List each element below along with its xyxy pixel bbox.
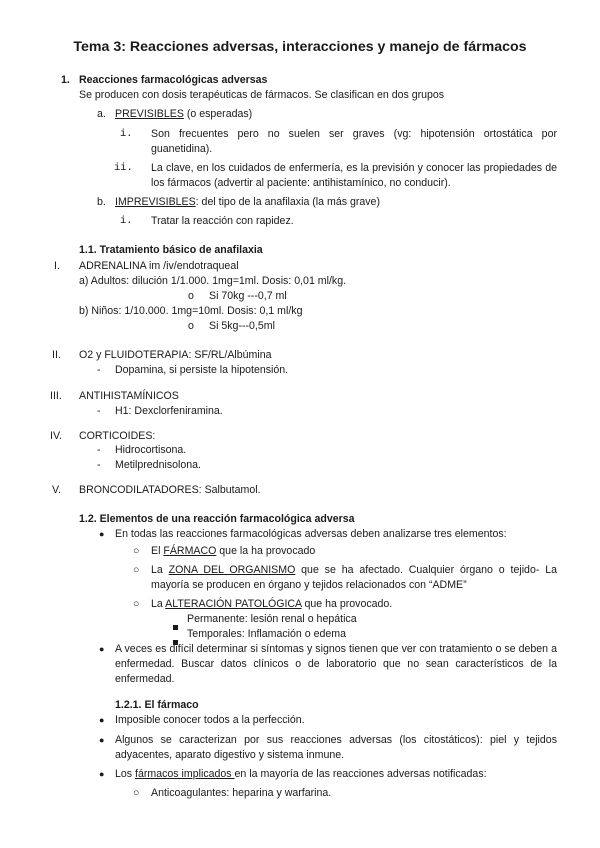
ninos-sub: Si 5kg---0,5ml <box>209 320 275 332</box>
circle-marker: ○ <box>133 598 140 610</box>
circle-marker: ○ <box>133 787 140 799</box>
item-a-ii-text: La clave, en los cuidados de enfermería, es la previsión y conocer las propiedades de los fármacos (advertir al paciente: antihistamínico, no conducir). <box>151 162 557 189</box>
imposible-line: Imposible conocer todos a la perfección. <box>115 714 305 726</box>
section-1-1-heading: 1.1. Tratamiento básico de anafilaxia <box>79 244 263 256</box>
elemento-alteracion-pre: La <box>151 598 166 610</box>
item-b-marker: b. <box>97 196 106 208</box>
permanente-line: Permanente: lesión renal o hepática <box>187 613 357 625</box>
elemento-farmaco-post: que la ha provocado <box>216 545 316 557</box>
elemento-alteracion <box>151 597 392 612</box>
bullet-marker: ● <box>99 735 105 745</box>
roman-v-marker: V. <box>52 484 62 496</box>
elemento-zona <box>151 563 557 593</box>
farmacos-implicados-pre: Los <box>115 768 136 780</box>
bullet-marker: ● <box>99 715 105 725</box>
metilprednisolona-line: Metilprednisolona. <box>115 459 201 471</box>
item-a-ii-marker: ii. <box>114 162 133 174</box>
page-title: Tema 3: Reacciones adversas, interacciones y manejo de fármacos <box>73 39 527 55</box>
antihistaminicos-line: ANTIHISTAMÍNICOS <box>79 390 179 402</box>
elementos-intro: En todas las reacciones farmacológicas adversas deben analizarse tres elementos: <box>115 528 507 540</box>
item-b-i-marker: i. <box>120 215 133 227</box>
item-a-i-marker: i. <box>120 128 133 140</box>
fluidoterapia-line: O2 y FLUIDOTERAPIA: SF/RL/Albúmina <box>79 349 272 361</box>
imprevisibles-rest: : del tipo de la anafilaxia (la más grave) <box>195 196 380 208</box>
roman-ii-marker: II. <box>52 349 61 361</box>
item-b-i-text: Tratar la reacción con rapidez. <box>151 215 294 227</box>
anticoagulantes-line: Anticoagulantes: heparina y warfarina. <box>151 787 332 799</box>
circle-marker: ○ <box>133 545 140 557</box>
dash-marker: - <box>97 459 101 471</box>
elemento-alteracion-post: que ha provocado. <box>301 598 393 610</box>
adultos-sub: Si 70kg ---0,7 ml <box>209 290 287 302</box>
item-a-marker: a. <box>97 108 106 120</box>
citostaticos-paragraph: Algunos se caracterizan por sus reacciones adversas (los citostáticos): piel y tejidos adyacentes, aparato digestivo y sistema inmune. <box>115 734 557 761</box>
roman-iv-marker: IV. <box>50 430 62 442</box>
dash-marker: - <box>97 405 101 417</box>
elemento-farmaco <box>151 544 315 559</box>
elemento-zona-post: que se ha afectado. Cualquier órgano o tejido- La mayoría se producen en órgano y tejidos relacionados con “ADME” <box>151 564 557 591</box>
section-1-intro: Se producen con dosis terapéuticas de fármacos. Se clasifican en dos grupos <box>79 89 445 101</box>
circle-marker: ○ <box>133 564 140 576</box>
section-1-number: 1. <box>61 74 70 86</box>
roman-i-marker: I. <box>54 260 60 272</box>
farmacos-implicados-term: fármacos implicados <box>135 768 235 780</box>
previsibles-term: PREVISIBLES <box>115 108 184 120</box>
dash-marker: - <box>97 444 101 456</box>
bullet-marker: ● <box>99 769 105 779</box>
dash-marker: - <box>97 364 101 376</box>
elemento-farmaco-pre: El <box>151 545 164 557</box>
farmacos-implicados-post: en la mayoría de las reacciones adversas notificadas: <box>234 768 487 780</box>
bullet-marker: ● <box>99 529 105 539</box>
imprevisibles-term: IMPREVISIBLES <box>115 196 196 208</box>
farmacos-implicados-line <box>115 767 487 782</box>
farmaco-term: FÁRMACO <box>163 545 217 557</box>
ninos-line: b) Niños: 1/10.000. 1mg=10ml. Dosis: 0,1 ml/kg <box>79 305 303 317</box>
adultos-line: a) Adultos: dilución 1/1.000. 1mg=1ml. Dosis: 0,01 ml/kg. <box>79 275 347 287</box>
section-1-2-1-heading: 1.2.1. El fármaco <box>115 699 199 711</box>
previsibles-rest: (o esperadas) <box>183 108 253 120</box>
adultos-sub-marker: o <box>188 290 194 302</box>
section-1-heading: Reacciones farmacológicas adversas <box>79 74 268 86</box>
item-b <box>115 195 380 210</box>
hidrocortisona-line: Hidrocortisona. <box>115 444 187 456</box>
section-1-2-heading: 1.2. Elementos de una reacción farmacológica adversa <box>79 513 355 525</box>
roman-iii-marker: III. <box>50 390 62 402</box>
h1-line: H1: Dexclorfeniramina. <box>115 405 223 417</box>
alteracion-term: ALTERACIÓN PATOLÓGICA <box>165 598 302 610</box>
elemento-zona-pre: La <box>151 564 169 576</box>
adrenalina-line: ADRENALINA im /iv/endotraqueal <box>79 260 239 272</box>
zona-term: ZONA DEL ORGANISMO <box>168 564 296 576</box>
broncodilatadores-line: BRONCODILATADORES: Salbutamol. <box>79 484 261 496</box>
item-a <box>115 107 252 122</box>
corticoides-line: CORTICOIDES: <box>79 430 156 442</box>
temporales-line: Temporales: Inflamación o edema <box>187 628 346 640</box>
dopamina-line: Dopamina, si persiste la hipotensión. <box>115 364 289 376</box>
ninos-sub-marker: o <box>188 320 194 332</box>
item-a-i-text: Son frecuentes pero no suelen ser graves (vg: hipotensión ortostática por guanetidina). <box>151 128 557 155</box>
dificultad-paragraph: A veces es difícil determinar si síntomas y signos tienen que ver con tratamiento o se deben a enfermedad. Buscar datos clínicos o de laboratorio que no sean característicos de la enfermedad. <box>115 643 557 685</box>
bullet-marker: ● <box>99 644 105 654</box>
